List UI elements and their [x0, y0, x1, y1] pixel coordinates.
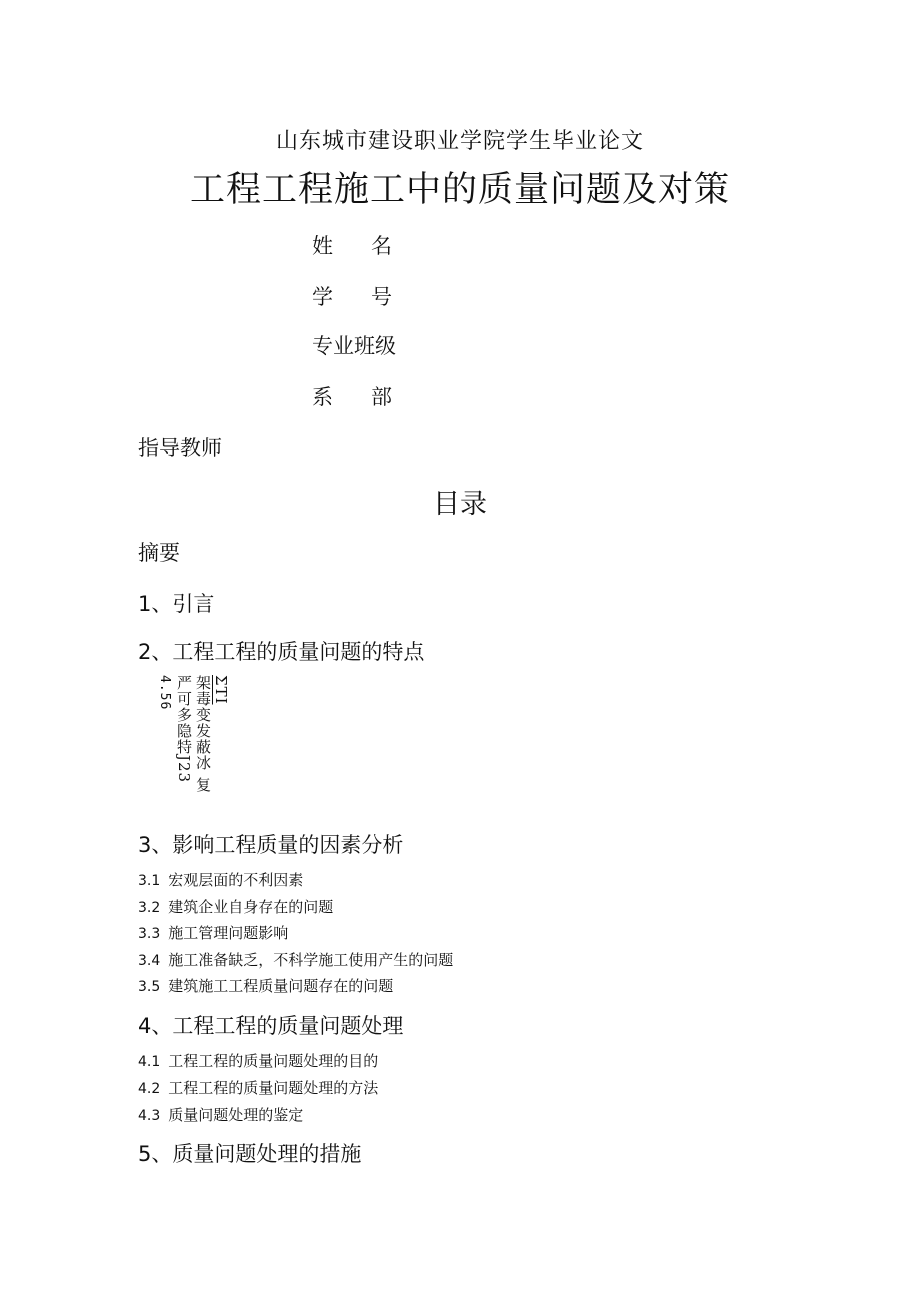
- student-id-label: 学号: [312, 285, 430, 309]
- toc-item: 4.2 工程工程的质量问题处理的方法: [138, 1079, 379, 1097]
- toc-item: 4.3 质量问题处理的鉴定: [138, 1106, 304, 1124]
- toc-item: 3.2 建筑企业自身存在的问题: [138, 898, 334, 916]
- toc-section-3: [138, 829, 403, 859]
- toc-item: 3.3 施工管理问题影响: [138, 924, 289, 942]
- advisor-label: 指导教师: [138, 436, 222, 460]
- thesis-title: 工程工程施工中的质量问题及对策: [189, 170, 730, 210]
- department-label: 系部: [312, 385, 430, 409]
- school-heading: 山东城市建设职业学院学生毕业论文: [275, 129, 644, 154]
- garbled-column-3: 严可多隐特J23: [175, 675, 193, 784]
- garbled-column-2: 架毒变发蔽冰 复: [194, 675, 212, 793]
- toc-abstract: 摘要: [138, 541, 180, 565]
- section-number: 1、: [138, 592, 173, 616]
- section-number: 5、: [138, 1142, 173, 1166]
- section-title: 工程工程的质量问题处理: [172, 1014, 404, 1038]
- section-title: 引言: [172, 592, 215, 616]
- toc-title: 目录: [433, 489, 487, 520]
- toc-item: 3.5 建筑施工工程质量问题存在的问题: [138, 977, 394, 995]
- toc-item: 3.4 施工准备缺乏，不科学施工使用产生的问题: [138, 951, 454, 969]
- section-number: 4、: [138, 1014, 173, 1038]
- garbled-column-4: 4.56: [157, 675, 172, 711]
- section-title: 影响工程质量的因素分析: [172, 833, 404, 857]
- name-label: 姓名: [312, 234, 430, 258]
- toc-section-2: [138, 636, 424, 666]
- section-number: 3、: [138, 833, 173, 857]
- garbled-column-1: ΣTI: [212, 675, 230, 705]
- class-label: 专业班级: [312, 334, 396, 358]
- section-title: 质量问题处理的措施: [172, 1142, 362, 1166]
- toc-section-1: [138, 588, 214, 618]
- section-number: 2、: [138, 640, 173, 664]
- toc-item: 4.1 工程工程的质量问题处理的目的: [138, 1052, 379, 1070]
- section-title: 工程工程的质量问题的特点: [172, 640, 425, 664]
- toc-section-5: [138, 1138, 361, 1168]
- toc-section-4: [138, 1010, 403, 1040]
- toc-item: 3.1 宏观层面的不利因素: [138, 871, 304, 889]
